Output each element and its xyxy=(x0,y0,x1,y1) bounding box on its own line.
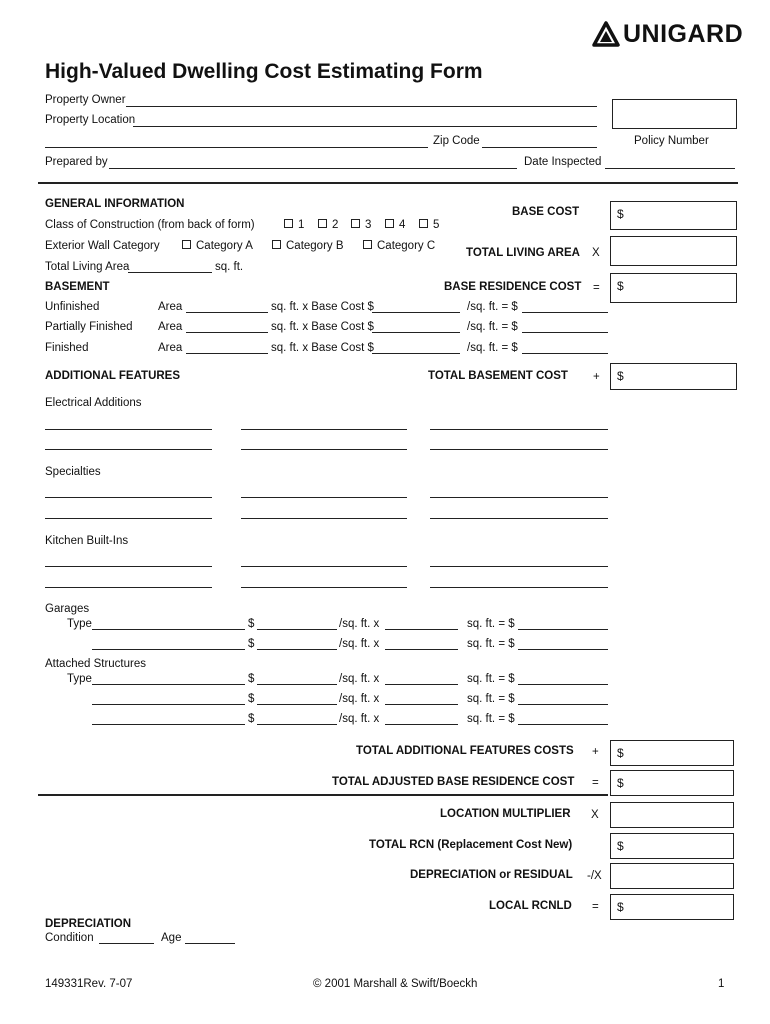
cost-field[interactable] xyxy=(257,649,337,650)
checkbox[interactable] xyxy=(419,219,428,228)
base-cost-field[interactable] xyxy=(372,312,460,313)
total-basement-cost-box[interactable]: $ xyxy=(610,363,737,390)
sqft-field[interactable] xyxy=(385,629,458,630)
checkbox[interactable] xyxy=(318,219,327,228)
electrical-field[interactable] xyxy=(430,449,608,450)
sqft-field[interactable] xyxy=(385,684,458,685)
area-field[interactable] xyxy=(186,312,268,313)
local-rcnld-box[interactable]: $ xyxy=(610,894,734,920)
minus-x-operator: -/X xyxy=(587,870,602,882)
electrical-field[interactable] xyxy=(430,429,608,430)
type-label: Type xyxy=(67,618,92,630)
dollar-sign: $ xyxy=(248,713,255,725)
plus-operator: + xyxy=(592,746,599,758)
depreciation-residual-box[interactable] xyxy=(610,863,734,889)
total-additional-features-box[interactable]: $ xyxy=(610,740,734,766)
depreciation-heading: DEPRECIATION xyxy=(45,918,132,930)
location-multiplier-label: LOCATION MULTIPLIER xyxy=(440,808,571,820)
property-owner-field[interactable] xyxy=(126,106,597,107)
kitchen-field[interactable] xyxy=(241,587,407,588)
electrical-field[interactable] xyxy=(241,449,407,450)
local-rcnld-label: LOCAL RCNLD xyxy=(489,900,572,912)
unigard-logo-icon xyxy=(592,21,620,49)
prepared-by-label: Prepared by xyxy=(45,156,108,168)
basement-row-label: Unfinished xyxy=(45,301,100,313)
form-id: 149331Rev. 7-07 xyxy=(45,978,133,990)
base-cost-label: BASE COST xyxy=(512,206,580,218)
zip-code-label: Zip Code xyxy=(433,135,480,147)
kitchen-field[interactable] xyxy=(430,587,608,588)
amount-field[interactable] xyxy=(522,353,608,354)
garages-label: Garages xyxy=(45,603,90,615)
prepared-by-field[interactable] xyxy=(109,168,517,169)
total-rcn-label: TOTAL RCN (Replacement Cost New) xyxy=(369,839,573,851)
amount-field[interactable] xyxy=(518,629,608,630)
amount-field[interactable] xyxy=(518,684,608,685)
sqft-eq-label: sq. ft. = $ xyxy=(467,638,515,650)
kitchen-field[interactable] xyxy=(45,566,212,567)
specialties-field[interactable] xyxy=(45,497,212,498)
class-option-4[interactable]: 4 xyxy=(385,219,405,231)
total-rcn-box[interactable]: $ xyxy=(610,833,734,859)
electrical-field[interactable] xyxy=(241,429,407,430)
additional-features-heading: ADDITIONAL FEATURES xyxy=(45,370,181,382)
amount-field[interactable] xyxy=(518,724,608,725)
totals-divider xyxy=(38,794,608,796)
class-option-2[interactable]: 2 xyxy=(318,219,338,231)
form-title: High-Valued Dwelling Cost Estimating Form xyxy=(45,60,483,83)
general-information-heading: GENERAL INFORMATION xyxy=(45,198,185,210)
attached-structures-label: Attached Structures xyxy=(45,658,146,670)
cost-field[interactable] xyxy=(257,724,337,725)
dollar-sign: $ xyxy=(248,638,255,650)
sqft-field[interactable] xyxy=(385,724,458,725)
type-label: Type xyxy=(67,673,92,685)
cost-field[interactable] xyxy=(257,684,337,685)
equals-operator: = xyxy=(593,282,600,294)
total-living-area-box[interactable] xyxy=(610,236,737,266)
total-living-area-field[interactable] xyxy=(128,272,212,273)
sqft-field[interactable] xyxy=(385,649,458,650)
base-residence-cost-label: BASE RESIDENCE COST xyxy=(444,281,582,293)
sqft-x-base-label: sq. ft. x Base Cost $ xyxy=(271,321,374,333)
basement-row-label: Partially Finished xyxy=(45,321,133,333)
area-field[interactable] xyxy=(186,353,268,354)
dollar-sign: $ xyxy=(248,693,255,705)
base-cost-field[interactable] xyxy=(372,332,460,333)
policy-number-box[interactable] xyxy=(612,99,737,129)
class-option-3[interactable]: 3 xyxy=(351,219,371,231)
header-divider xyxy=(38,182,738,184)
amount-field[interactable] xyxy=(518,649,608,650)
base-residence-cost-box[interactable]: $ xyxy=(610,273,737,303)
property-location-field-line2[interactable] xyxy=(45,147,428,148)
electrical-field[interactable] xyxy=(45,429,212,430)
area-label: Area xyxy=(158,321,183,333)
exterior-wall-label: Exterior Wall Category xyxy=(45,240,160,252)
zip-code-field[interactable] xyxy=(482,147,597,148)
specialties-field[interactable] xyxy=(241,497,407,498)
basement-row-label: Finished xyxy=(45,342,89,354)
sqft-eq-label: sq. ft. = $ xyxy=(467,713,515,725)
logo-text: UNIGARD xyxy=(623,20,744,48)
equals-operator: = xyxy=(592,777,599,789)
per-sqft-label: /sq. ft. = $ xyxy=(467,342,518,354)
class-option-1[interactable]: 1 xyxy=(284,219,304,231)
type-field[interactable] xyxy=(92,724,245,725)
property-location-field[interactable] xyxy=(133,126,597,127)
per-sqft-x-label: /sq. ft. x xyxy=(339,673,380,685)
depreciation-residual-label: DEPRECIATION or RESIDUAL xyxy=(410,869,573,881)
type-field[interactable] xyxy=(92,704,245,705)
checkbox[interactable] xyxy=(363,240,372,249)
specialties-label: Specialties xyxy=(45,466,101,478)
area-label: Area xyxy=(158,301,183,313)
property-owner-label: Property Owner xyxy=(45,94,126,106)
base-cost-box[interactable]: $ xyxy=(610,201,737,230)
amount-field[interactable] xyxy=(522,312,608,313)
sqft-x-base-label: sq. ft. x Base Cost $ xyxy=(271,301,374,313)
checkbox[interactable] xyxy=(385,219,394,228)
type-field[interactable] xyxy=(92,684,245,685)
equals-operator: = xyxy=(592,901,599,913)
sqft-eq-label: sq. ft. = $ xyxy=(467,693,515,705)
age-label: Age xyxy=(161,932,182,944)
exterior-category-a[interactable]: Category A xyxy=(182,240,253,252)
class-option-5[interactable]: 5 xyxy=(419,219,439,231)
age-field[interactable] xyxy=(185,943,235,944)
multiply-operator: X xyxy=(591,809,599,821)
sqft-field[interactable] xyxy=(385,704,458,705)
per-sqft-label: /sq. ft. = $ xyxy=(467,321,518,333)
exterior-category-c[interactable]: Category C xyxy=(363,240,435,252)
dollar-sign: $ xyxy=(248,618,255,630)
cost-field[interactable] xyxy=(257,629,337,630)
sqft-eq-label: sq. ft. = $ xyxy=(467,673,515,685)
kitchen-field[interactable] xyxy=(241,566,407,567)
checkbox[interactable] xyxy=(284,219,293,228)
sqft-eq-label: sq. ft. = $ xyxy=(467,618,515,630)
type-field[interactable] xyxy=(92,649,245,650)
checkbox[interactable] xyxy=(182,240,191,249)
sqft-unit: sq. ft. xyxy=(215,261,244,273)
class-of-construction-label: Class of Construction (from back of form) xyxy=(45,219,255,231)
specialties-field[interactable] xyxy=(430,497,608,498)
total-additional-features-label: TOTAL ADDITIONAL FEATURES COSTS xyxy=(356,745,574,757)
date-inspected-field[interactable] xyxy=(605,168,735,169)
per-sqft-label: /sq. ft. = $ xyxy=(467,301,518,313)
per-sqft-x-label: /sq. ft. x xyxy=(339,638,380,650)
checkbox[interactable] xyxy=(272,240,281,249)
location-multiplier-box[interactable] xyxy=(610,802,734,828)
base-cost-field[interactable] xyxy=(372,353,460,354)
condition-label: Condition xyxy=(45,932,94,944)
cost-field[interactable] xyxy=(257,704,337,705)
exterior-category-b[interactable]: Category B xyxy=(272,240,344,252)
kitchen-field[interactable] xyxy=(430,566,608,567)
total-living-area-caps-label: TOTAL LIVING AREA xyxy=(466,247,580,259)
date-inspected-label: Date Inspected xyxy=(524,156,602,168)
specialties-field[interactable] xyxy=(430,518,608,519)
amount-field[interactable] xyxy=(522,332,608,333)
policy-number-label: Policy Number xyxy=(634,135,709,147)
condition-field[interactable] xyxy=(99,943,154,944)
kitchen-field[interactable] xyxy=(45,587,212,588)
sqft-x-base-label: sq. ft. x Base Cost $ xyxy=(271,342,374,354)
per-sqft-x-label: /sq. ft. x xyxy=(339,713,380,725)
area-label: Area xyxy=(158,342,183,354)
specialties-field[interactable] xyxy=(241,518,407,519)
copyright: © 2001 Marshall & Swift/Boeckh xyxy=(313,978,478,990)
per-sqft-x-label: /sq. ft. x xyxy=(339,618,380,630)
kitchen-built-ins-label: Kitchen Built-Ins xyxy=(45,535,129,547)
plus-operator: + xyxy=(593,371,600,383)
property-location-label: Property Location xyxy=(45,114,136,126)
type-field[interactable] xyxy=(92,629,245,630)
page-number: 1 xyxy=(718,978,725,990)
specialties-field[interactable] xyxy=(45,518,212,519)
amount-field[interactable] xyxy=(518,704,608,705)
area-field[interactable] xyxy=(186,332,268,333)
per-sqft-x-label: /sq. ft. x xyxy=(339,693,380,705)
checkbox[interactable] xyxy=(351,219,360,228)
dollar-sign: $ xyxy=(248,673,255,685)
basement-heading: BASEMENT xyxy=(45,281,110,293)
total-basement-cost-label: TOTAL BASEMENT COST xyxy=(428,370,568,382)
total-adjusted-base-label: TOTAL ADJUSTED BASE RESIDENCE COST xyxy=(332,776,575,788)
total-adjusted-base-box[interactable]: $ xyxy=(610,770,734,796)
electrical-field[interactable] xyxy=(45,449,212,450)
electrical-additions-label: Electrical Additions xyxy=(45,397,142,409)
multiply-operator: X xyxy=(592,247,600,259)
total-living-area-label: Total Living Area xyxy=(45,261,130,273)
